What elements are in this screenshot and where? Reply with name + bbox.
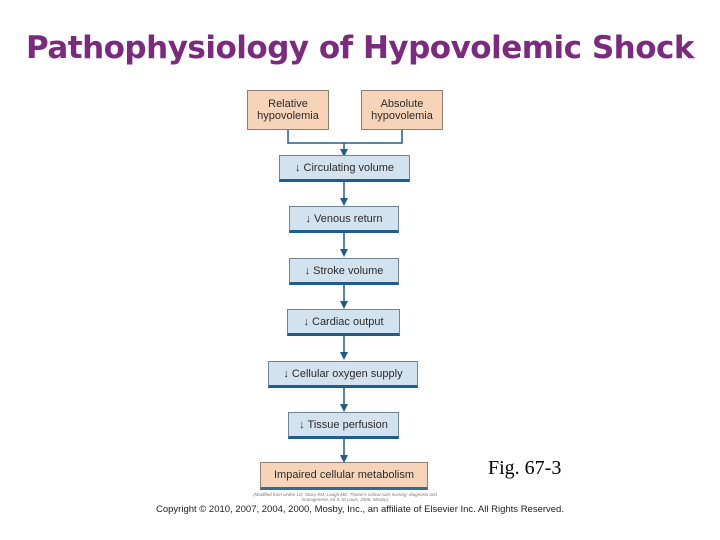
source-citation: (Modified from Urden LD, Stacy KM, Lough ME: Thelan's critical care nursing: diagnosis and management, ed 5, St Louis, 2006, Mosby.) — [253, 492, 437, 502]
arrow-absolute-to-circulating — [344, 130, 402, 143]
slide-title: Pathophysiology of Hypovolemic Shock — [25, 30, 695, 66]
impaired-cellular-metabolism-box: Impaired cellular metabolism — [260, 462, 428, 490]
tissue-perfusion-box: ↓ Tissue perfusion — [288, 412, 399, 439]
copyright-notice: Copyright © 2010, 2007, 2004, 2000, Mosby, Inc., an affiliate of Elsevier Inc. All Rights Reserved. — [156, 504, 564, 515]
relative-hypovolemia-box: Relative hypovolemia — [247, 90, 329, 130]
circulating-volume-box: ↓ Circulating volume — [279, 155, 410, 182]
venous-return-box: ↓ Venous return — [289, 206, 399, 233]
figure-label: Fig. 67-3 — [488, 457, 562, 479]
arrow-relative-to-circulating — [288, 130, 344, 143]
cellular-oxygen-supply-box: ↓ Cellular oxygen supply — [268, 361, 418, 388]
stroke-volume-box: ↓ Stroke volume — [289, 258, 399, 285]
cardiac-output-box: ↓ Cardiac output — [287, 309, 400, 336]
absolute-hypovolemia-box: Absolute hypovolemia — [361, 90, 443, 130]
